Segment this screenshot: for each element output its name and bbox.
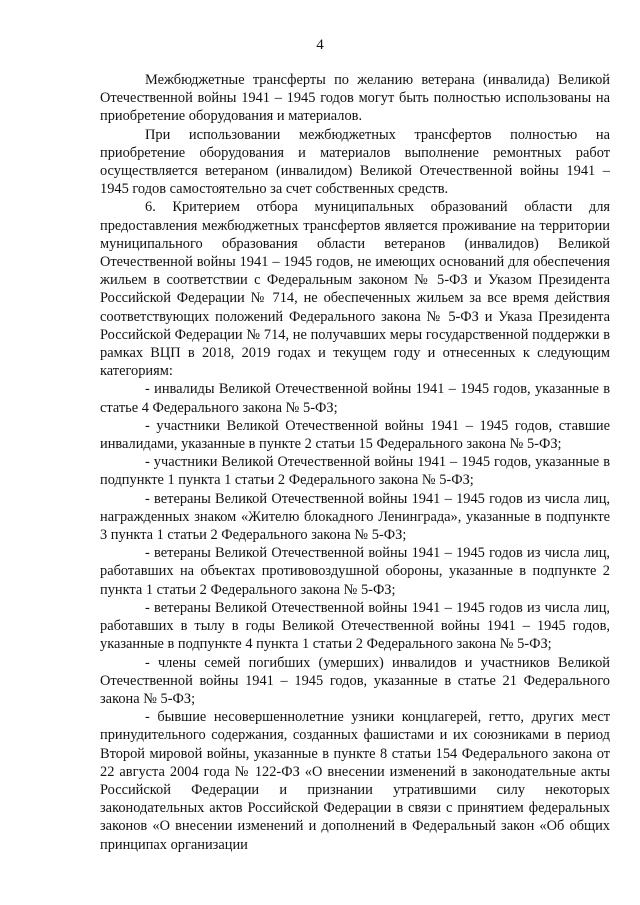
list-item-participants-invalids: - участники Великой Отечественной войны 1941 – 1945 годов, ставшие инвалидами, указанные в пункте 2 статьи 15 Федерального закона № 5-ФЗ; xyxy=(100,417,610,453)
paragraph-transfers-equipment: Межбюджетные трансферты по желанию ветерана (инвалида) Великой Отечественной войны 1941 – 1945 годов могут быть полностью использованы на приобретение оборудования и материалов. xyxy=(100,72,610,125)
list-item-home-front-workers: - ветераны Великой Отечественной войны 1941 – 1945 годов из числа лиц, работавших в тылу в годы Великой Отечественной войны 1941 – 1945 годов, указанные в подпункте 4 пункта 1 статьи 2 Федерального закона № 5-ФЗ; xyxy=(100,599,610,653)
list-item-family-members: - члены семей погибших (умерших) инвалидов и участников Великой Отечественной войны 1941 – 1945 годов, указанные в статье 21 Федерального закона № 5-ФЗ; xyxy=(100,654,610,707)
list-item-war-invalids: - инвалиды Великой Отечественной войны 1941 – 1945 годов, указанные в статье 4 Федерального закона № 5-ФЗ; xyxy=(100,381,610,416)
list-item-former-prisoners: - бывшие несовершеннолетние узники концлагерей, гетто, других мест принудительного содержания, созданных фашистами и их союзниками в период Второй мировой войны, указанные в пункте 8 статьи 154 Федерального закона от 22 августа 2004 года № 122-ФЗ «О внесении изменений в законодательные акты Российской Федерации и признании утратившими силу некоторых законодательных актов Российской Федерации в связи с принятием федеральных законов «О внесении изменений и дополнений в Федеральный закон «Об общих принципах организации xyxy=(100,709,610,853)
page-number: 4 xyxy=(316,37,324,53)
paragraph-selection-criterion: 6. Критерием отбора муниципальных образований области для предоставления межбюджетных трансфертов является проживание на территории муниципального образования области ветеранов (инвалидов) Великой Отечественной войны 1941 – 1945 годов, не имеющих оснований для обеспечения жильем в соответствии с Федеральным законом № 5-ФЗ и Указом Президента Российской Федерации № 714, не обеспеченных жильем за все время действия соответствующих положений Федерального закона № 5-ФЗ и Указа Президента Российской Федерации № 714, не получавших меры государственной поддержки в рамках ВЦП в 2018, 2019 годах и текущем году и отнесенных к следующим категориям: xyxy=(100,199,610,380)
list-item-participants: - участники Великой Отечественной войны 1941 – 1945 годов, указанные в подпункте 1 пункта 1 статьи 2 Федерального закона № 5-ФЗ; xyxy=(100,454,610,489)
paragraph-self-repair: При использовании межбюджетных трансфертов полностью на приобретение оборудования и материалов выполнение ремонтных работ осуществляется ветераном (инвалидом) Великой Отечественной войны 1941 – 1945 годов самостоятельно за счет собственных средств. xyxy=(100,126,610,198)
list-item-air-defense-workers: - ветераны Великой Отечественной войны 1941 – 1945 годов из числа лиц, работавших на объектах противовоздушной обороны, указанные в подпункте 2 пункта 1 статьи 2 Федерального закона № 5-ФЗ; xyxy=(100,545,610,598)
document-body xyxy=(100,71,610,854)
list-item-blockade-residents: - ветераны Великой Отечественной войны 1941 – 1945 годов из числа лиц, награжденных знаком «Жителю блокадного Ленинграда», указанные в подпункте 3 пункта 1 статьи 2 Федерального закона № 5-ФЗ; xyxy=(100,490,610,544)
